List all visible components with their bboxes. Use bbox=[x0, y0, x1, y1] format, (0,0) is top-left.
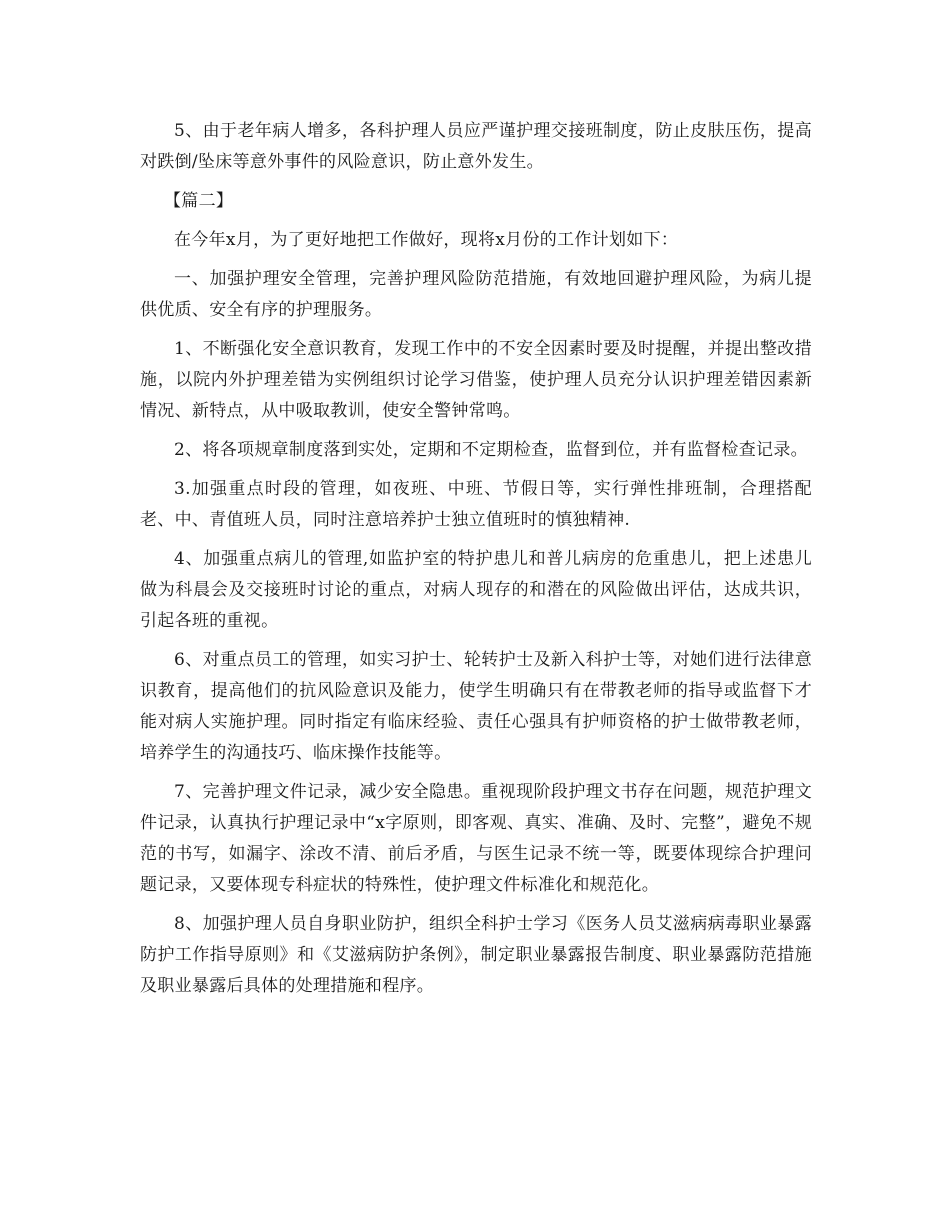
section-one-paragraph: 一、加强护理安全管理，完善护理风险防范措施，有效地回避护理风险，为病儿提供优质、安全有序的护理服务。 bbox=[140, 269, 812, 320]
paragraph-item-2: 2、将各项规章制度落到实处，定期和不定期检查，监督到位，并有监督检查记录。 bbox=[174, 440, 808, 460]
intro-paragraph: 在今年x月，为了更好地把工作做好，现将x月份的工作计划如下： bbox=[174, 230, 679, 250]
paragraph-item-6: 6、对重点员工的管理，如实习护士、轮转护士及新入科护士等，对她们进行法律意识教育，提高他们的抗风险意识及能力，使学生明确只有在带教老师的指导或监督下才能对病人实施护理。同时指定有临床经验、责任心强具有护师资格的护士做带教老师，培养学生的沟通技巧、临床操作技能等。 bbox=[140, 650, 812, 763]
paragraph-item-4: 4、加强重点病儿的管理,如监护室的特护患儿和普儿病房的危重患儿，把上述患儿做为科晨会及交接班时讨论的重点，对病人现存的和潜在的风险做出评估，达成共识，引起各班的重视。 bbox=[140, 549, 812, 631]
paragraph-item-1: 1、不断强化安全意识教育，发现工作中的不安全因素时要及时提醒，并提出整改措施，以院内外护理差错为实例组织讨论学习借鉴，使护理人员充分认识护理差错因素新情况、新特点，从中吸取教训，使安全警钟常鸣。 bbox=[140, 339, 812, 421]
section-heading: 【篇二】 bbox=[164, 191, 234, 211]
document-page bbox=[140, 116, 812, 1010]
paragraph-item-7: 7、完善护理文件记录，减少安全隐患。重视现阶段护理文书存在问题，规范护理文件记录，认真执行护理记录中“x字原则，即客观、真实、准确、及时、完整”，避免不规范的书写，如漏字、涂改不清、前后矛盾，与医生记录不统一等，既要体现综合护理问题记录，又要体现专科症状的特殊性，使护理文件标准化和规范化。 bbox=[140, 782, 812, 895]
paragraph-item-8: 8、加强护理人员自身职业防护，组织全科护士学习《医务人员艾滋病病毒职业暴露防护工作指导原则》和《艾滋病防护条例》，制定职业暴露报告制度、职业暴露防范措施及职业暴露后具体的处理措施和程序。 bbox=[140, 914, 812, 996]
paragraph-item-3: 3.加强重点时段的管理，如夜班、中班、节假日等，实行弹性排班制，合理搭配老、中、青值班人员，同时注意培养护士独立值班时的慎独精神. bbox=[140, 479, 812, 530]
paragraph-item-5: 5、由于老年病人增多，各科护理人员应严谨护理交接班制度，防止皮肤压伤，提高对跌倒/坠床等意外事件的风险意识，防止意外发生。 bbox=[140, 121, 812, 172]
